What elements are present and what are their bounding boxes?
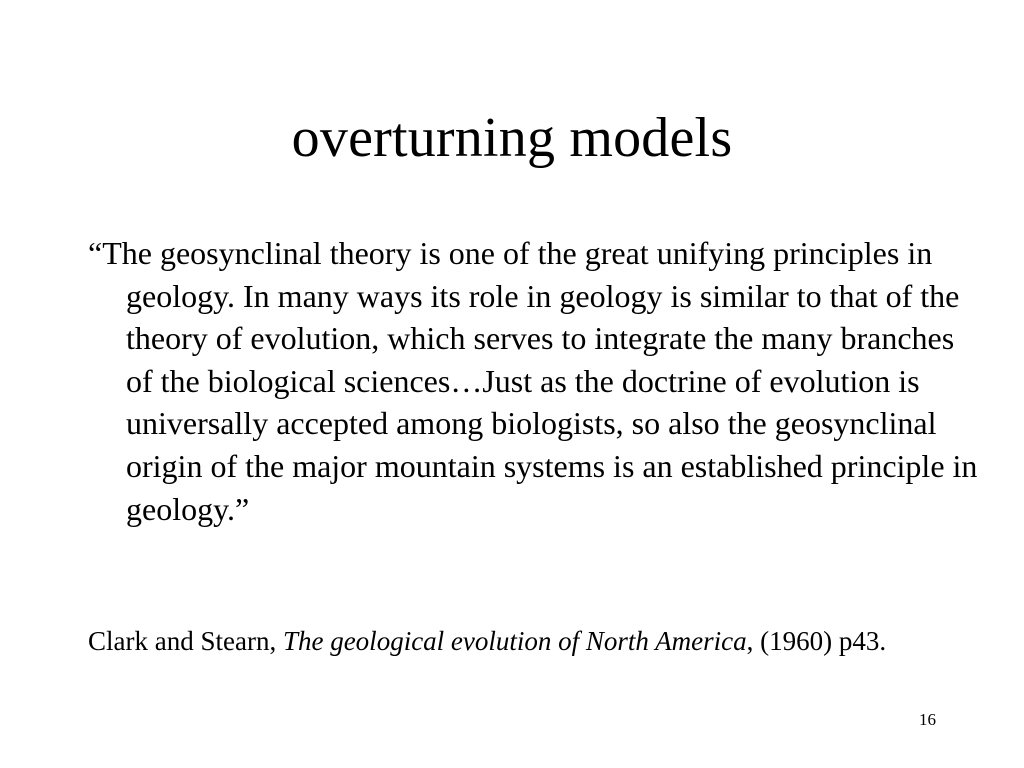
slide-title: overturning models <box>291 107 733 169</box>
citation-book-title: The geological evolution of North America <box>282 626 747 656</box>
slide-number: 16 <box>919 710 936 729</box>
citation-authors: Clark and Stearn, <box>88 626 283 656</box>
quotation-text: “The geosynclinal theory is one of the great unifying principles in geology. In many ways its role in geology is similar to that of the theory of evolution, which serves to integrate the many branches of the biological sciences…Just as the doctrine of evolution is universally accepted among biologists, so also the geosynclinal origin of the major mountain systems is an established principle in geology.” <box>88 235 978 527</box>
citation-details: , (1960) p43. <box>746 626 887 656</box>
citation <box>88 623 986 659</box>
